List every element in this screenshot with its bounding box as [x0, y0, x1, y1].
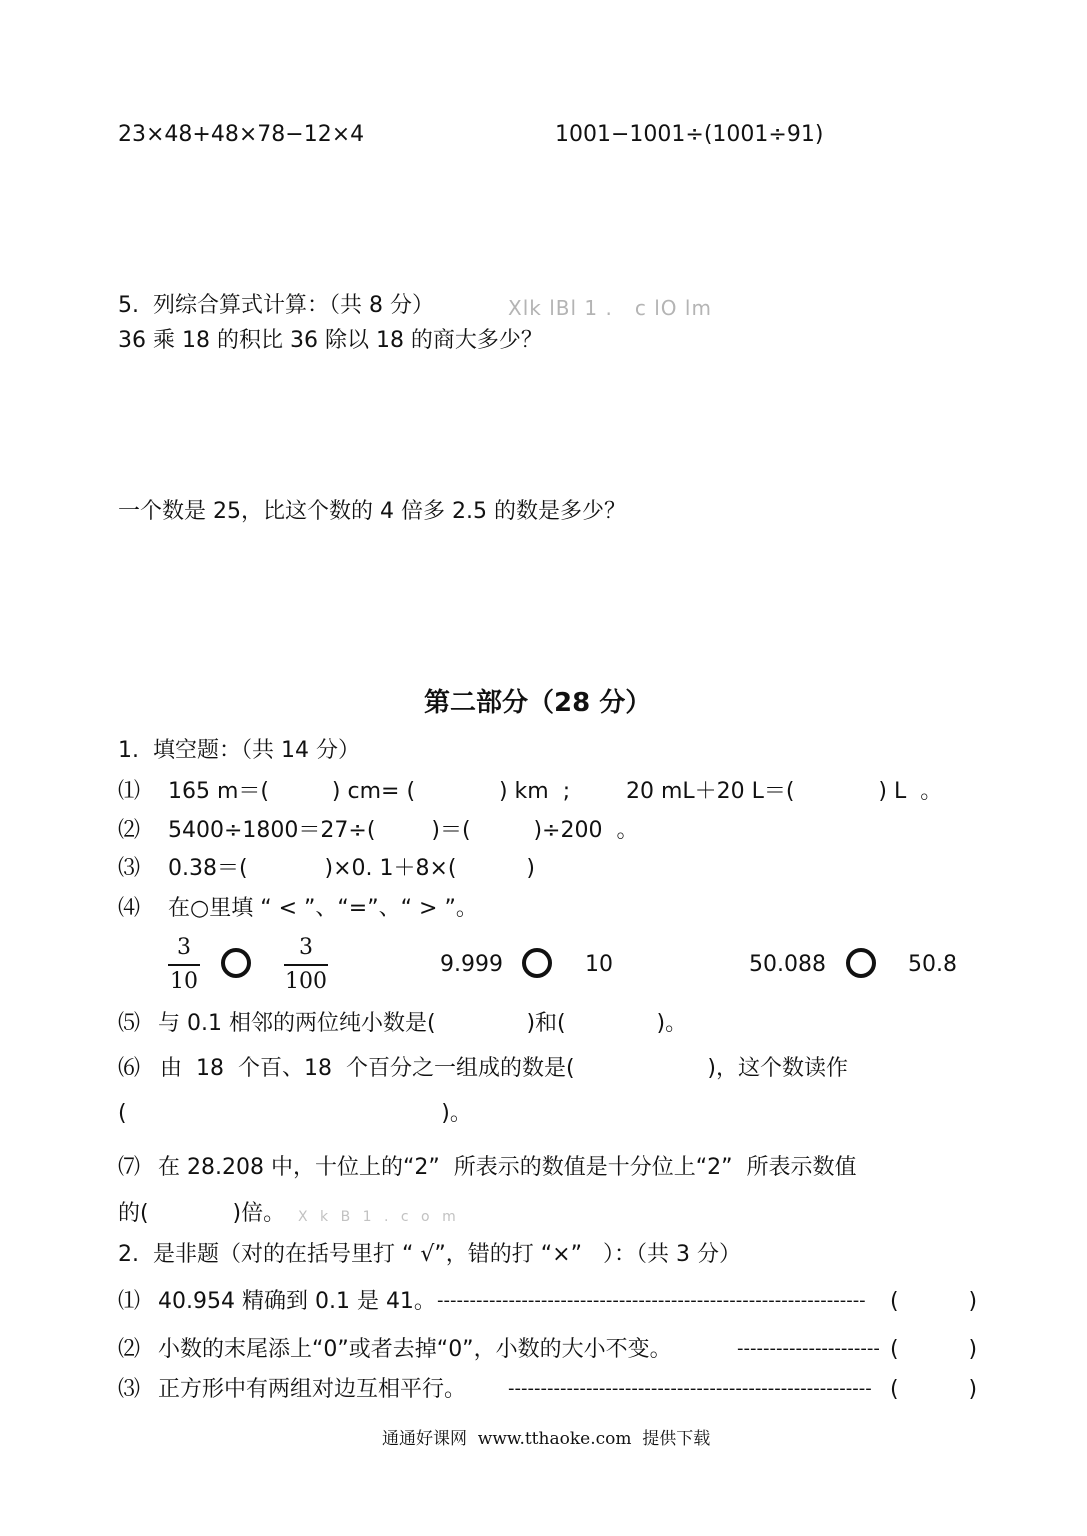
compare-circle-3[interactable]: [846, 948, 876, 978]
fill-item-5: 与 0.1 相邻的两位纯小数是( )和( )。: [158, 1011, 688, 1036]
fill-item-2: 5400÷1800＝27÷( )＝( )÷200 。: [168, 818, 639, 843]
compare-circle-1[interactable]: [221, 948, 251, 978]
dashed-leader: ----------------------: [737, 1338, 880, 1359]
fraction-3-100: [284, 935, 328, 995]
item-number: ⑷: [118, 896, 141, 921]
compare-9999: 9.999: [440, 952, 503, 977]
fill-item-3: 0.38＝( )×0. 1＋8×( ): [168, 856, 536, 881]
fraction-3-10: [168, 935, 200, 995]
fill-item-6-cont: ( )。: [118, 1101, 472, 1126]
q5-heading: 5. 列综合算式计算：（共 8 分）: [118, 293, 434, 318]
fill-item-1-a: 165 m＝( ) cm= ( ) km ;: [168, 779, 571, 804]
judge-answer-1[interactable]: ( ): [890, 1289, 978, 1314]
item-number: ⑵: [118, 818, 141, 843]
fraction-bar: [168, 964, 200, 966]
watermark-text: X k B 1 . c o m: [298, 1209, 460, 1225]
dashed-leader: ------------------------------------------------------------------: [437, 1290, 866, 1311]
item-number: ⑺: [118, 1155, 141, 1180]
judge-answer-3[interactable]: ( ): [890, 1377, 978, 1402]
item-number: ⑹: [118, 1056, 141, 1081]
fill-item-4: 在○里填 “ < ”、“=”、“ > ”。: [168, 896, 478, 921]
fill-item-6: 由 18 个百、18 个百分之一组成的数是( )，这个数读作: [160, 1056, 848, 1081]
item-number: ⑶: [118, 1377, 141, 1402]
calc-expression-a: 23×48+48×78−12×4: [118, 122, 365, 147]
item-number: ⑶: [118, 856, 141, 881]
part2-title: 第二部分（28 分）: [424, 688, 652, 718]
fraction-denominator: 10: [170, 968, 198, 994]
calc-expression-b: 1001−1001÷(1001÷91): [555, 122, 824, 147]
fill-heading: 1. 填空题：（共 14 分）: [118, 738, 360, 763]
judge-item-1: 40.954 精确到 0.1 是 41。: [158, 1289, 436, 1314]
compare-50088: 50.088: [749, 952, 826, 977]
fill-item-7-cont: 的( )倍。: [118, 1201, 286, 1226]
item-number: ⑴: [118, 779, 141, 804]
compare-circle-2[interactable]: [522, 948, 552, 978]
item-number: ⑵: [118, 1337, 141, 1362]
compare-10: 10: [585, 952, 613, 977]
item-number: ⑸: [118, 1011, 141, 1036]
fraction-denominator: 100: [285, 968, 327, 994]
judge-answer-2[interactable]: ( ): [890, 1337, 978, 1362]
dashed-leader: --------------------------------------------------------: [508, 1378, 872, 1399]
q5-problem-1: 36 乘 18 的积比 36 除以 18 的商大多少？: [118, 328, 543, 353]
fraction-bar: [284, 964, 328, 966]
item-number: ⑴: [118, 1289, 141, 1314]
q5-problem-2: 一个数是 25，比这个数的 4 倍多 2.5 的数是多少？: [118, 499, 626, 524]
fill-item-7: 在 28.208 中，十位上的“2” 所表示的数值是十分位上“2” 所表示数值: [158, 1155, 857, 1180]
footer-text: 通通好课网 www.tthaoke.com 提供下载: [382, 1429, 711, 1449]
compare-508: 50.8: [908, 952, 957, 977]
fill-item-1-b: 20 mL＋20 L＝( ) L 。: [626, 779, 943, 804]
judge-item-2: 小数的末尾添上“0”或者去掉“0”，小数的大小不变。: [158, 1337, 672, 1362]
judge-item-3: 正方形中有两组对边互相平行。: [158, 1377, 467, 1402]
fraction-numerator: 3: [299, 935, 313, 960]
watermark-text: Xlk lBl 1 . c lO lm: [508, 296, 712, 320]
fraction-numerator: 3: [177, 935, 191, 960]
judge-heading: 2. 是非题（对的在括号里打 “ √”，错的打 “×” ）：（共 3 分）: [118, 1242, 741, 1267]
